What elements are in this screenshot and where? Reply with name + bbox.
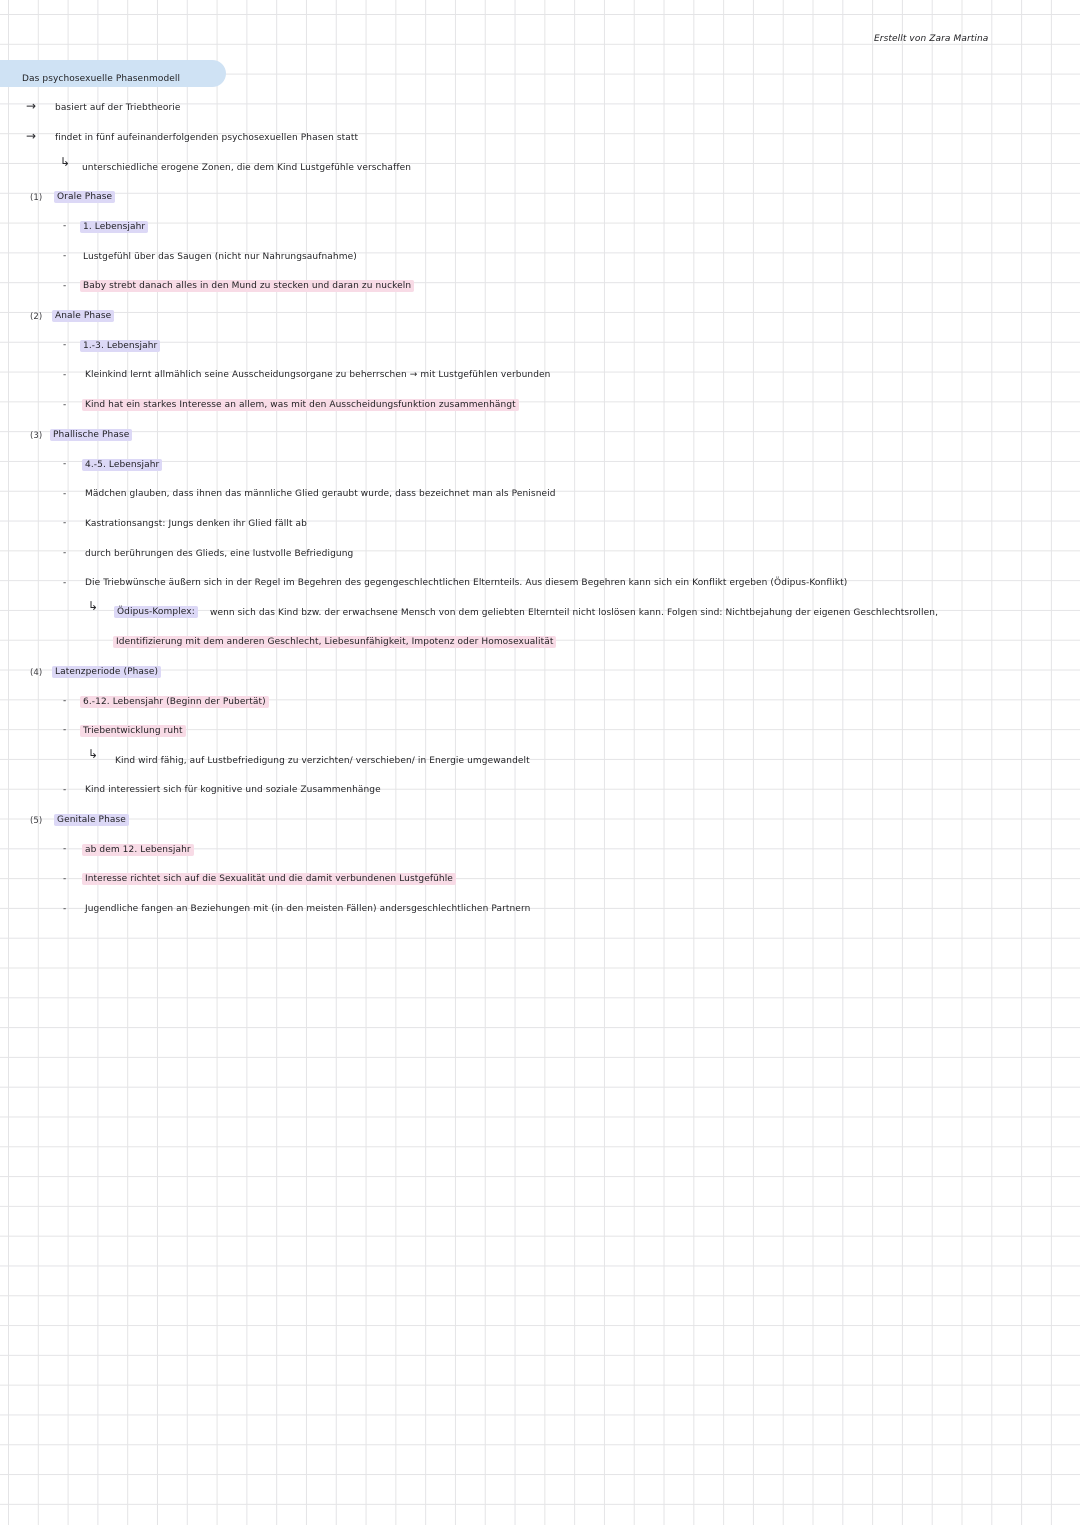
phase-item: Mädchen glauben, dass ihnen das männliche Glied geraubt wurde, dass bezeichnet man als Penisneid xyxy=(85,489,556,499)
dash-icon: - xyxy=(63,489,67,499)
phase-item: 1.-3. Lebensjahr xyxy=(80,340,160,352)
dash-icon: - xyxy=(63,221,67,231)
phase-item: Jugendliche fangen an Beziehungen mit (in den meisten Fällen) andersgeschlechtlichen Partnern xyxy=(85,904,531,914)
dash-icon: - xyxy=(63,904,67,914)
dash-icon: - xyxy=(63,518,67,528)
phase-item: Baby strebt danach alles in den Mund zu stecken und daran zu nuckeln xyxy=(80,280,414,292)
phase-heading: Latenzperiode (Phase) xyxy=(52,666,161,678)
phase-item: Kleinkind lernt allmählich seine Ausscheidungsorgane zu beherrschen → mit Lustgefühlen verbunden xyxy=(85,370,551,380)
phase-heading: Phallische Phase xyxy=(50,429,132,441)
dash-icon: - xyxy=(63,251,67,261)
return-arrow-icon: ↳ xyxy=(60,155,71,169)
dash-icon: - xyxy=(63,459,67,469)
dash-icon: - xyxy=(63,844,67,854)
phase-item: Kastrationsangst: Jungs denken ihr Glied fällt ab xyxy=(85,519,307,529)
phase-item: Kind interessiert sich für kognitive und soziale Zusammenhänge xyxy=(85,785,381,795)
page-title: Das psychosexuelle Phasenmodell xyxy=(22,74,181,84)
sub-label: Ödipus-Komplex: xyxy=(114,606,198,618)
sub-text: Kind wird fähig, auf Lustbefriedigung zu verzichten/ verschieben/ in Energie umgewandelt xyxy=(115,756,530,766)
phase-item: 4.-5. Lebensjahr xyxy=(82,459,162,471)
intro-subline: unterschiedliche erogene Zonen, die dem Kind Lustgefühle verschaffen xyxy=(82,163,412,173)
return-arrow-icon: ↳ xyxy=(88,747,99,761)
phase-heading: Orale Phase xyxy=(54,191,115,203)
intro-line: basiert auf der Triebtheorie xyxy=(55,103,181,113)
phase-item: Die Triebwünsche äußern sich in der Regel im Begehren des gegengeschlechtlichen Elternteils. Aus diesem Begehren kann sich ein Konflikt ergeben (Ödipus-Konflikt) xyxy=(85,578,848,588)
dash-icon: - xyxy=(63,400,67,410)
intro-line: findet in fünf aufeinanderfolgenden psychosexuellen Phasen statt xyxy=(55,133,359,143)
sub-text: Identifizierung mit dem anderen Geschlecht, Liebesunfähigkeit, Impotenz oder Homosexualität xyxy=(113,636,556,648)
phase-heading: Genitale Phase xyxy=(54,814,129,826)
dash-icon: - xyxy=(63,785,67,795)
phase-number: (3) xyxy=(30,431,43,441)
phase-item: Lustgefühl über das Saugen (nicht nur Nahrungsaufnahme) xyxy=(83,252,357,262)
sub-text: wenn sich das Kind bzw. der erwachsene Mensch von dem geliebten Elternteil nicht loslösen kann. Folgen sind: Nichtbejahung der eigenen Geschlechtsrollen, xyxy=(210,608,939,618)
phase-item: Interesse richtet sich auf die Sexualität und die damit verbundenen Lustgefühle xyxy=(82,873,456,885)
dash-icon: - xyxy=(63,874,67,884)
dash-icon: - xyxy=(63,725,67,735)
author-credit: Erstellt von Zara Martina xyxy=(874,34,989,44)
arrow-icon: → xyxy=(26,129,37,143)
dash-icon: - xyxy=(63,578,67,588)
phase-number: (2) xyxy=(30,312,43,322)
phase-number: (4) xyxy=(30,668,43,678)
dash-icon: - xyxy=(63,548,67,558)
dash-icon: - xyxy=(63,696,67,706)
phase-item: 1. Lebensjahr xyxy=(80,221,148,233)
phase-number: (1) xyxy=(30,193,43,203)
dash-icon: - xyxy=(63,281,67,291)
phase-item: durch berührungen des Glieds, eine lustvolle Befriedigung xyxy=(85,549,354,559)
phase-number: (5) xyxy=(30,816,43,826)
phase-item: Triebentwicklung ruht xyxy=(80,725,186,737)
phase-item: Kind hat ein starkes Interesse an allem, was mit den Ausscheidungsfunktion zusammenhängt xyxy=(82,399,519,411)
phase-item: 6.-12. Lebensjahr (Beginn der Pubertät) xyxy=(80,696,269,708)
dash-icon: - xyxy=(63,340,67,350)
dash-icon: - xyxy=(63,370,67,380)
phase-item: ab dem 12. Lebensjahr xyxy=(82,844,194,856)
arrow-icon: → xyxy=(26,99,37,113)
phase-heading: Anale Phase xyxy=(52,310,114,322)
return-arrow-icon: ↳ xyxy=(88,599,99,613)
